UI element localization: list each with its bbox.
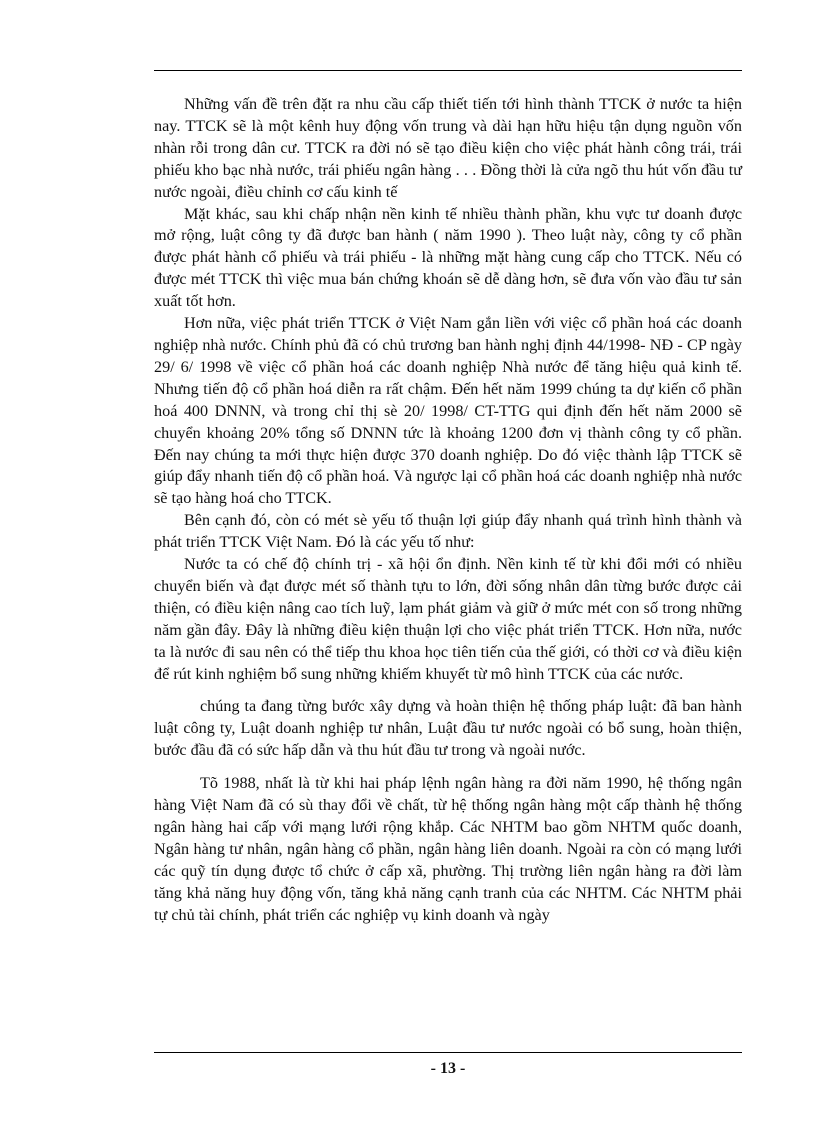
footer-rule [154, 1052, 742, 1053]
paragraph: Mặt khác, sau khi chấp nhận nền kinh tế nhiều thành phần, khu vực tư doanh được mở rộng, luật công ty đã được ban hành ( năm 1990 ). Theo luật này, công ty cổ phần được phát hành cổ phiếu và trái phiếu - là những mặt hàng cung cấp cho TTCK. Nếu có được mét TTCK thì việc mua bán chứng khoán sẽ dễ dàng hơn, sẽ đưa vốn vào đầu tư sản xuất tốt hơn. [154, 204, 742, 311]
paragraph: chúng ta đang từng bước xây dựng và hoàn thiện hệ thống pháp luật: đã ban hành luật công ty, Luật doanh nghiệp tư nhân, Luật đầu tư nước ngoài có bổ sung, hoàn thiện, bước đầu đã có sức hấp dẫn và thu hút đầu tư trong và ngoài nước. [154, 697, 742, 760]
document-body [154, 94, 742, 927]
paragraph: Tõ 1988, nhất là từ khi hai pháp lệnh ngân hàng ra đời năm 1990, hệ thống ngân hàng Việt Nam đã có sù thay đổi về chất, từ hệ thống ngân hàng một cấp thành hệ thống ngân hàng hai cấp với mạng lưới rộng khắp. Các NHTM bao gồm NHTM quốc doanh, Ngân hàng tư nhân, ngân hàng cổ phần, ngân hàng liên doanh. Ngoài ra còn có mạng lưới các quỹ tín dụng được tổ chức ở cấp xã, phường. Thị trường liên ngân hàng ra đời làm tăng khả năng huy động vốn, tăng khả năng cạnh tranh của các NHTM. Các NHTM phải tự chủ tài chính, phát triển các nghiệp vụ kinh doanh và ngày [154, 774, 742, 924]
page-number: - 13 - [430, 1060, 466, 1077]
paragraph: Nước ta có chế độ chính trị - xã hội ổn định. Nền kinh tế từ khi đổi mới có nhiều chuyển biến và đạt được mét số thành tựu to lớn, đời sống nhân dân từng bước được cải thiện, có điều kiện nâng cao tích luỹ, lạm phát giảm và giữ ở mức mét con số trong những năm gần đây. Đây là những điều kiện thuận lợi cho việc phát triển TTCK. Hơn nữa, nước ta là nước đi sau nên có thể tiếp thu khoa học tiên tiến của thế giới, có thời cơ và điều kiện để rút kinh nghiệm bổ sung những khiếm khuyết từ mô hình TTCK của các nước. [154, 555, 742, 683]
paragraph: Những vấn đề trên đặt ra nhu cầu cấp thiết tiến tới hình thành TTCK ở nước ta hiện nay. TTCK sẽ là một kênh huy động vốn trung và dài hạn hữu hiệu tận dụng nguồn vốn nhàn rỗi trong dân cư. TTCK ra đời nó sẽ tạo điều kiện cho việc phát hành công trái, trái phiếu kho bạc nhà nước, trái phiếu ngân hàng . . . Đồng thời là cửa ngõ thu hút vốn đầu tư nước ngoài, điều chỉnh cơ cấu kinh tế [154, 95, 742, 201]
header-rule [154, 70, 742, 71]
paragraph: Hơn nữa, việc phát triển TTCK ở Việt Nam gắn liền với việc cổ phần hoá các doanh nghiệp nhà nước. Chính phủ đã có chủ trương ban hành nghị định 44/1998- NĐ - CP ngày 29/ 6/ 1998 về việc cổ phần hoá các doanh nghiệp Nhà nước để tăng hiệu quả kinh tế. Nhưng tiến độ cổ phần hoá diễn ra rất chậm. Đến hết năm 1999 chúng ta dự kiến cổ phần hoá 400 DNNN, và trong chỉ thị sè 20/ 1998/ CT-TTG qui định đến hết năm 2000 sẽ chuyển khoảng 20% tổng số DNNN tức là khoảng 1200 đơn vị thành công ty cổ phần. Đến nay chúng ta mới thực hiện được 370 doanh nghiệp. Do đó việc thành lập TTCK sẽ giúp đẩy nhanh tiến độ cổ phần hoá. Và ngược lại cổ phần hoá các doanh nghiệp nhà nước sẽ tạo hàng hoá cho TTCK. [154, 314, 742, 508]
paragraph: Bên cạnh đó, còn có mét sè yếu tố thuận lợi giúp đẩy nhanh quá trình hình thành và phát triển TTCK Việt Nam. Đó là các yếu tố như: [154, 511, 742, 552]
